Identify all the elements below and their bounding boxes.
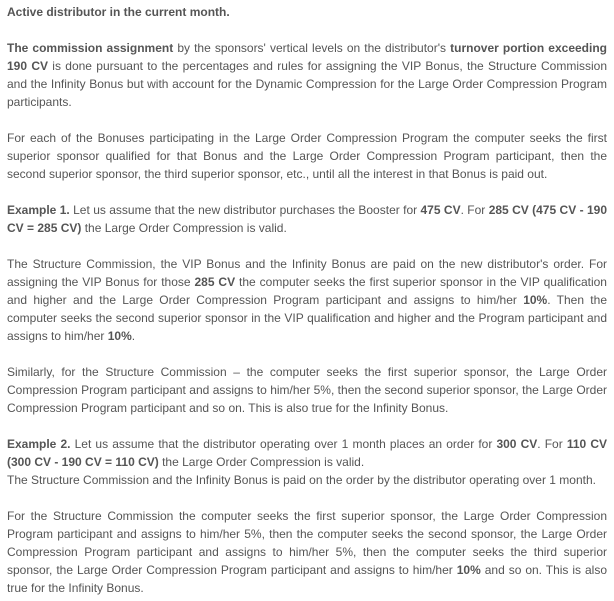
- paragraph-example-2-payment: [7, 471, 607, 489]
- text: and so on. This is also true for the Infinity Bonus.: [7, 563, 608, 595]
- heading-text: Active distributor in the current month.: [7, 5, 230, 19]
- section-heading: [7, 3, 607, 21]
- text: For each of the Bonuses participating in the Large Order Compression Program the computer seeks the first superior sponsor qualified for that Bonus and the Large Order Compression Program participant, then the second superior sponsor, the third superior sponsor, etc., until all the interest in that Bonus is paid out.: [7, 131, 607, 181]
- bold-text: turnover portion exceeding 190 CV: [7, 41, 607, 73]
- text: .: [131, 329, 136, 343]
- paragraph-structure-commission: [7, 363, 607, 417]
- text: The Structure Commission, the VIP Bonus and the Infinity Bonus are paid on the new distributor's order. For assigning the VIP Bonus for those: [7, 257, 607, 289]
- bold-text: 10%: [523, 293, 548, 307]
- text: . Then the computer seeks the second superior sponsor in the VIP qualification and higher and the Program participant and assigns to him/her: [7, 293, 607, 343]
- text: Let us assume that the distributor operating over 1 month places an order for: [70, 437, 497, 451]
- bold-text: 110 CV (300 CV - 190 CV = 110 CV): [7, 437, 607, 469]
- text: is done pursuant to the percentages and rules for assigning the VIP Bonus, the Structure Commission and the Infinity Bonus but with account for the Dynamic Compression for the Large Order Compression Program participants.: [7, 59, 607, 109]
- example-label: Example 2.: [7, 437, 71, 451]
- text: the computer seeks the first superior sponsor in the VIP qualification and higher and the Large Order Compression Program participant and assigns to him/her: [7, 275, 607, 307]
- paragraph-example-2: [7, 435, 607, 471]
- paragraph-example-1: [7, 201, 607, 237]
- bold-text: 300 CV: [496, 437, 538, 451]
- bold-text: 285 CV: [194, 275, 236, 289]
- bold-text: 10%: [107, 329, 132, 343]
- text: by the sponsors' vertical levels on the distributor's: [173, 41, 451, 55]
- bold-text: 475 CV: [420, 203, 461, 217]
- text: . For: [537, 437, 567, 451]
- text: the Large Order Compression is valid.: [81, 221, 287, 235]
- bold-text: 285 CV (475 CV - 190 CV = 285 CV): [7, 203, 607, 235]
- paragraph-commission-assignment: [7, 39, 607, 111]
- paragraph-structure-search: [7, 507, 607, 597]
- text: Let us assume that the new distributor purchases the Booster for: [69, 203, 421, 217]
- text: Similarly, for the Structure Commission – the computer seeks the first superior sponsor, the Large Order Compression Program participant and assigns to him/her 5%, then the second superior sponsor, the Large Order Compression Program participant and so on. This is also true for the Infinity Bonus.: [7, 365, 607, 415]
- text: . For: [460, 203, 489, 217]
- paragraph-bonus-search: [7, 129, 607, 183]
- text: For the Structure Commission the computer seeks the first superior sponsor, the Large Order Compression Program participant and assigns to him/her 5%, then the computer seeks the second sponsor, the Large Order Compression Program participant and assigns to him/her 5%, then the computer seeks the third superior sponsor, the Large Order Compression Program participant and assigns to him/her: [7, 509, 607, 577]
- bold-text: The commission assignment: [7, 41, 174, 55]
- paragraph-vip-bonus: [7, 255, 607, 345]
- example-label: Example 1.: [7, 203, 70, 217]
- text: The Structure Commission and the Infinity Bonus is paid on the order by the distributor operating over 1 month.: [7, 473, 596, 487]
- text: the Large Order Compression is valid.: [158, 455, 365, 469]
- bold-text: 10%: [456, 563, 481, 577]
